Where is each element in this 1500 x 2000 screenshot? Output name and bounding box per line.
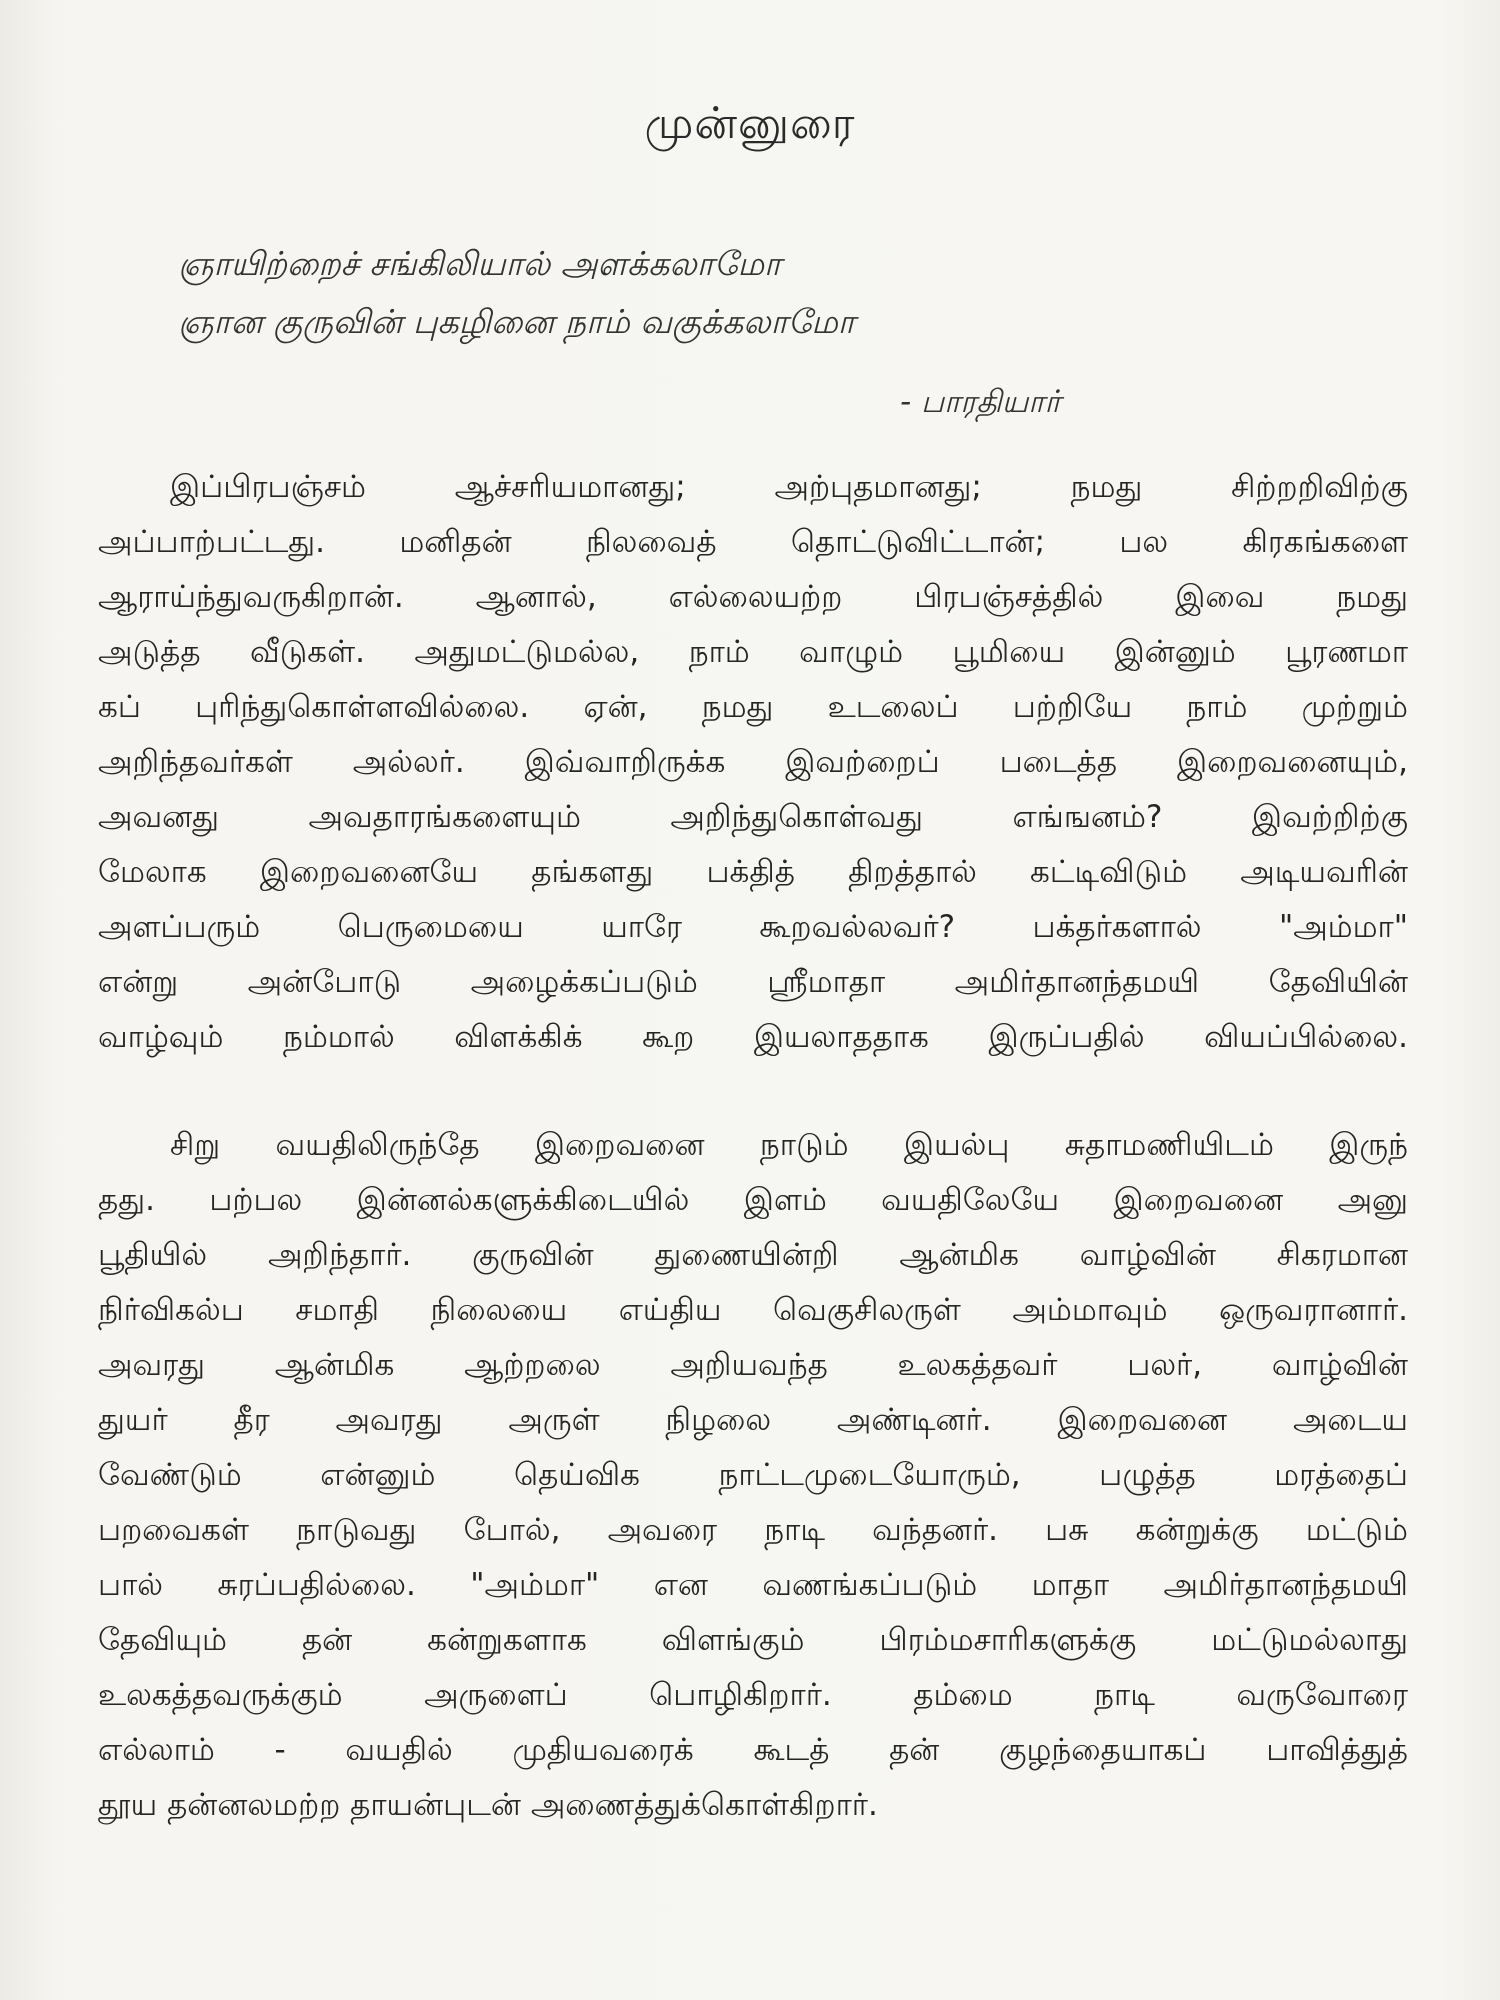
paragraph-line: வாழ்வும் நம்மால் விளக்கிக் கூற இயலாததாக இருப்பதில் வியப்பில்லை. <box>98 1019 1408 1055</box>
paragraph-line: கப் புரிந்துகொள்ளவில்லை. ஏன், நமது உடலைப் பற்றியே நாம் முற்றும் <box>98 689 1408 725</box>
paragraph-line: சிறு வயதிலிருந்தே இறைவனை நாடும் இயல்பு சுதாமணியிடம் இருந் <box>170 1127 1408 1163</box>
paragraph-line: ஆராய்ந்துவருகிறான். ஆனால், எல்லையற்ற பிரபஞ்சத்தில் இவை நமது <box>98 579 1408 615</box>
paragraph-line: உலகத்தவருக்கும் அருளைப் பொழிகிறார். தம்மை நாடி வருவோரை <box>98 1677 1408 1713</box>
paragraph-2 <box>98 1118 1408 1833</box>
paragraph-line: அவனது அவதாரங்களையும் அறிந்துகொள்வது எங்ஙனம்? இவற்றிற்கு <box>98 799 1408 835</box>
paragraph-line: அப்பாற்பட்டது. மனிதன் நிலவைத் தொட்டுவிட்டான்; பல கிரகங்களை <box>98 524 1408 560</box>
paragraph-line: மேலாக இறைவனையே தங்களது பக்தித் திறத்தால் கட்டிவிடும் அடியவரின் <box>98 854 1408 890</box>
paragraph-line: பூதியில் அறிந்தார். குருவின் துணையின்றி ஆன்மிக வாழ்வின் சிகரமான <box>98 1237 1408 1273</box>
paragraph-line: என்று அன்போடு அழைக்கப்படும் ஸ்ரீமாதா அமிர்தானந்தமயி தேவியின் <box>98 964 1408 1000</box>
paragraph-1 <box>98 460 1408 1065</box>
paragraph-line: பறவைகள் நாடுவது போல், அவரை நாடி வந்தனர். பசு கன்றுக்கு மட்டும் <box>98 1512 1408 1548</box>
paragraph-line: துயர் தீர அவரது அருள் நிழலை அண்டினர். இறைவனை அடைய <box>98 1402 1408 1438</box>
verse-attribution: - பாரதியார் <box>900 384 1061 420</box>
paragraph-line: நிர்விகல்ப சமாதி நிலையை எய்திய வெகுசிலருள் அம்மாவும் ஒருவரானார். <box>98 1292 1408 1328</box>
paragraph-line: அவரது ஆன்மிக ஆற்றலை அறியவந்த உலகத்தவர் பலர், வாழ்வின் <box>98 1347 1408 1383</box>
paragraph-line: பால் சுரப்பதில்லை. "அம்மா" என வணங்கப்படும் மாதா அமிர்தானந்தமயி <box>98 1567 1408 1603</box>
paragraph-line: அறிந்தவர்கள் அல்லர். இவ்வாறிருக்க இவற்றைப் படைத்த இறைவனையும், <box>98 744 1408 780</box>
verse-line-1: ஞாயிற்றைச் சங்கிலியால் அளக்கலாமோ <box>178 244 782 283</box>
paragraph-line: எல்லாம் - வயதில் முதியவரைக் கூடத் தன் குழந்தையாகப் பாவித்துத் <box>98 1732 1408 1768</box>
paragraph-line: தது. பற்பல இன்னல்களுக்கிடையில் இளம் வயதிலேயே இறைவனை அனு <box>98 1182 1408 1218</box>
verse-line-2: ஞான குருவின் புகழினை நாம் வகுக்கலாமோ <box>178 302 856 341</box>
paragraph-line: இப்பிரபஞ்சம் ஆச்சரியமானது; அற்புதமானது; நமது சிற்றறிவிற்கு <box>170 469 1408 505</box>
paragraph-line: அளப்பரும் பெருமையை யாரே கூறவல்லவர்? பக்தர்களால் "அம்மா" <box>98 909 1408 945</box>
paragraph-line: தேவியும் தன் கன்றுகளாக விளங்கும் பிரம்மசாரிகளுக்கு மட்டுமல்லாது <box>98 1622 1408 1658</box>
paragraph-line: வேண்டும் என்னும் தெய்விக நாட்டமுடையோரும், பழுத்த மரத்தைப் <box>98 1457 1408 1493</box>
paragraph-line: அடுத்த வீடுகள். அதுமட்டுமல்ல, நாம் வாழும் பூமியை இன்னும் பூரணமா <box>98 634 1408 670</box>
paragraph-line: தூய தன்னலமற்ற தாயன்புடன் அணைத்துக்கொள்கிறார். <box>98 1787 878 1823</box>
page-title: முன்னுரை <box>644 98 856 149</box>
